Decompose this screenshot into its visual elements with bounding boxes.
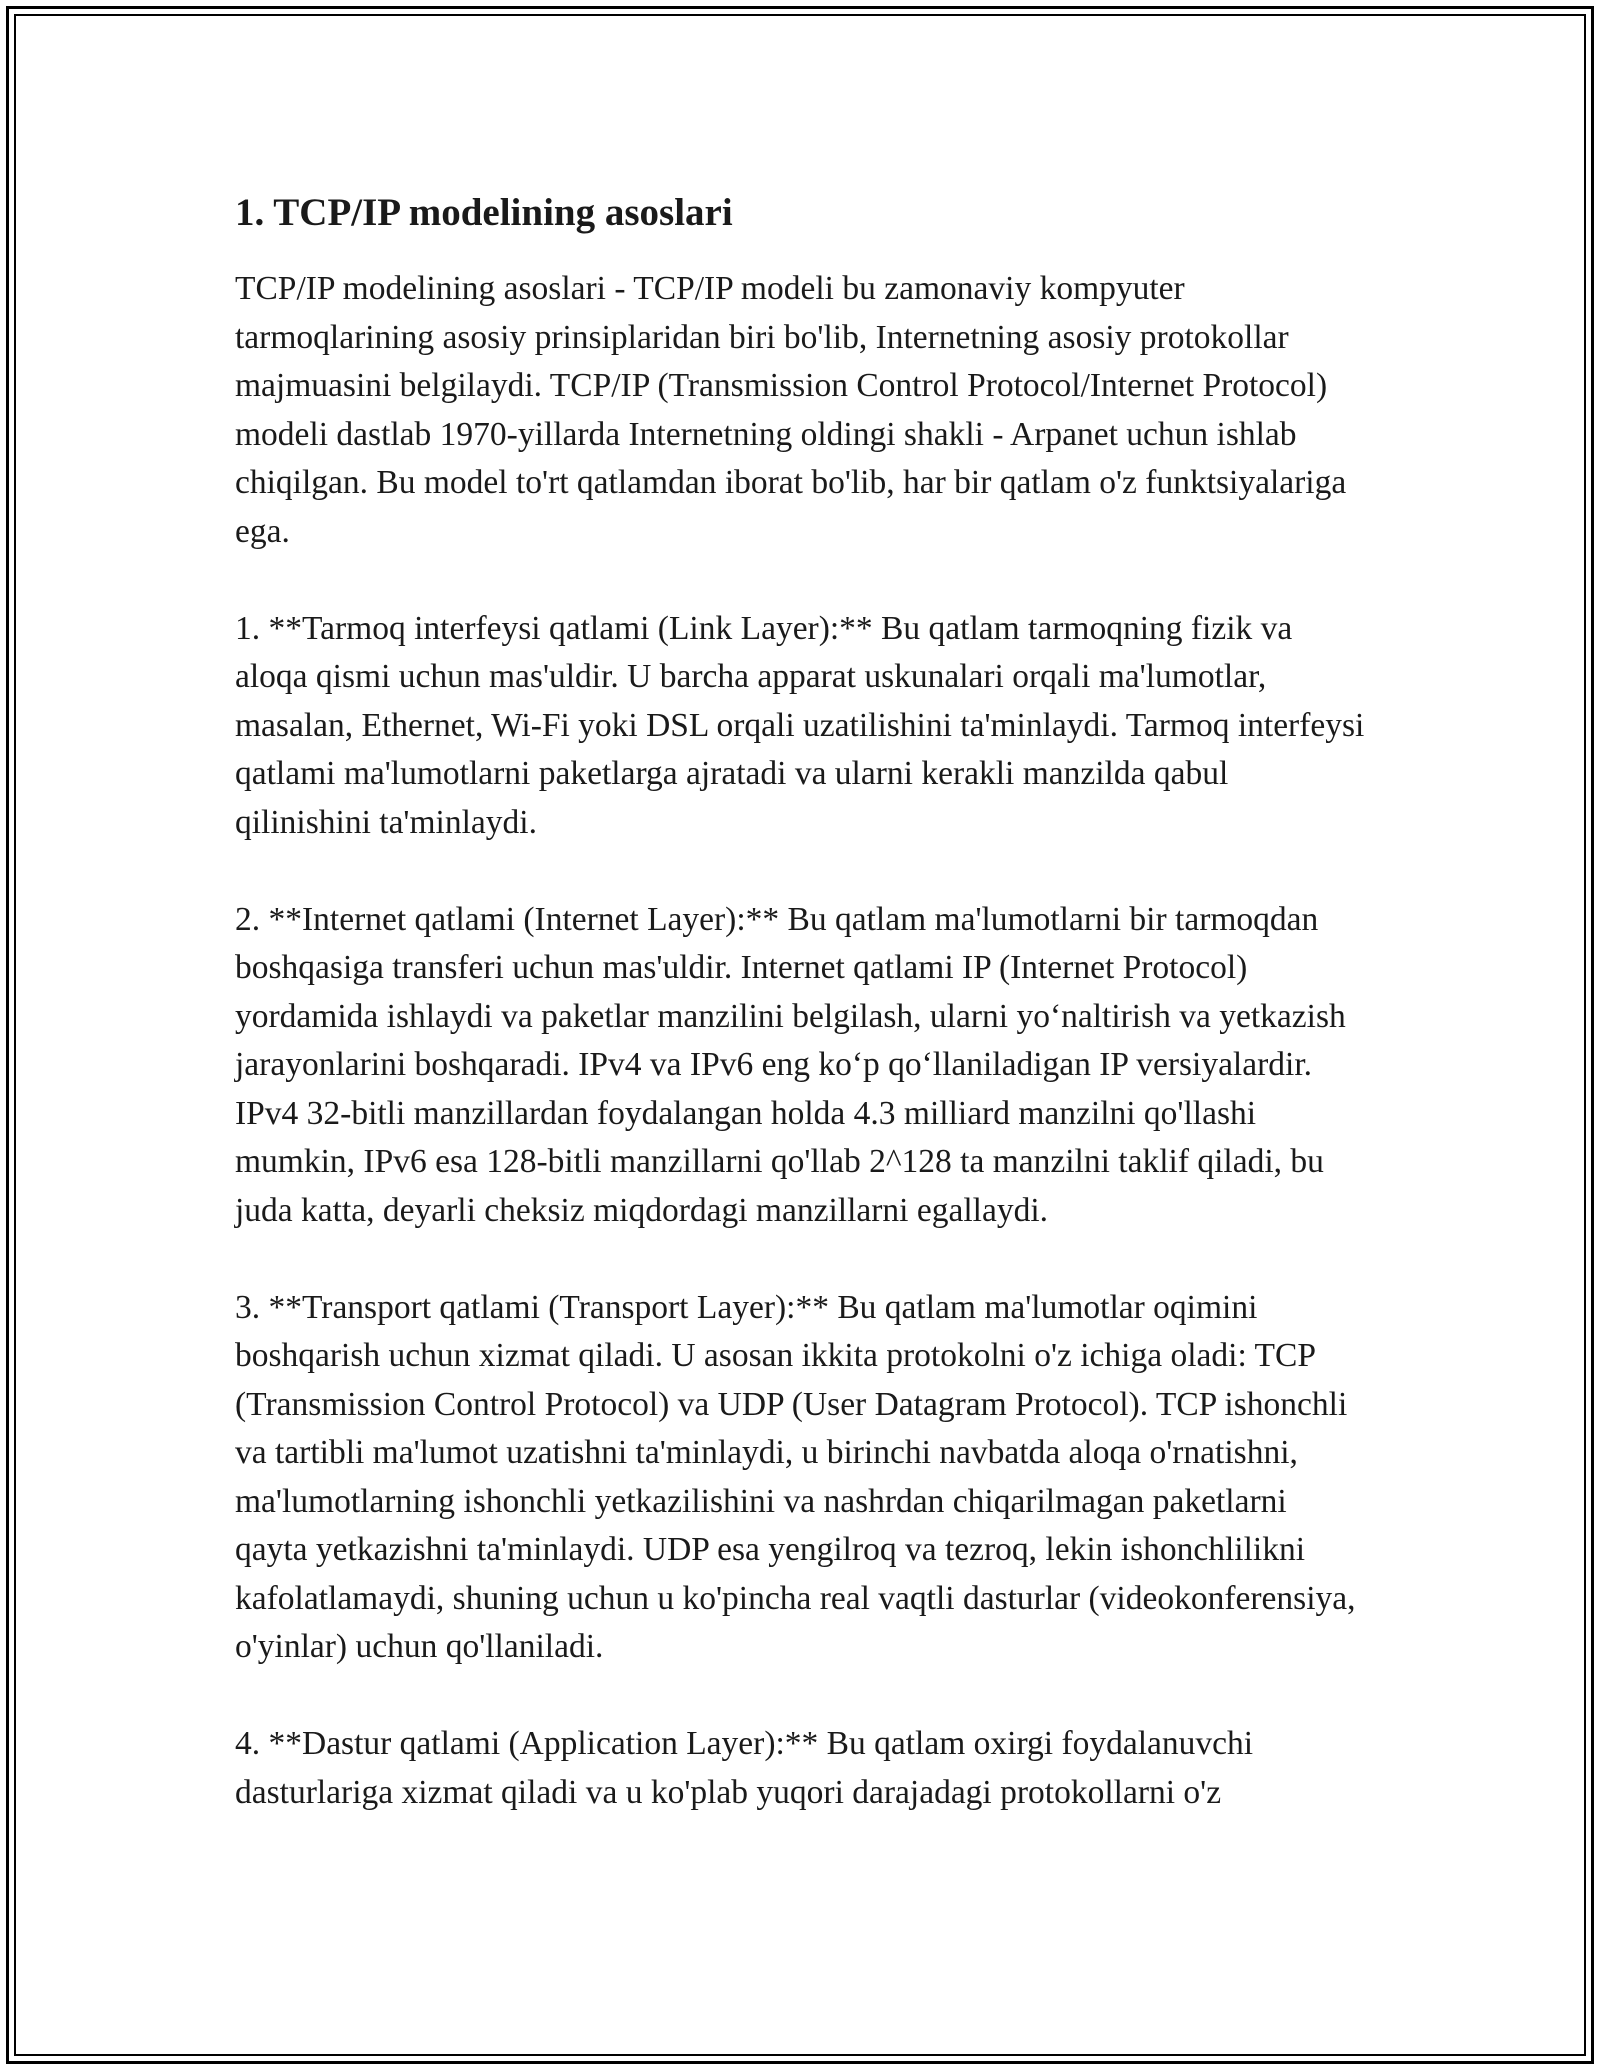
application-layer-paragraph: 4. **Dastur qatlami (Application Layer):** Bu qatlam oxirgi foydalanuvchi dasturlariga xizmat qiladi va u ko'plab yuqori darajadagi protokollarni o'z: [235, 1725, 1254, 1811]
section-heading: 1. TCP/IP modelining asoslari: [235, 191, 733, 234]
transport-layer-paragraph: 3. **Transport qatlami (Transport Layer):** Bu qatlam ma'lumotlar oqimini boshqarish uchun xizmat qiladi. U asosan ikkita protokolni o'z ichiga oladi: TCP (Transmission Control Protocol) va UDP (User Datagram Protocol). TCP ishonchli va tartibli ma'lumot uzatishni ta'minlaydi, u birinchi navbatda aloqa o'rnatishni, ma'lumotlarning ishonchli yetkazilishini va nashrdan chiqarilmagan paketlarni qayta yetkazishni ta'minlaydi. UDP esa yengilroq va tezroq, lekin ishonchlilikni kafolatlamaydi, shuning uchun u ko'pincha real vaqtli dasturlar (videokonferensiya, o'yinlar) uchun qo'llaniladi.: [235, 1288, 1356, 1665]
link-layer-paragraph: 1. **Tarmoq interfeysi qatlami (Link Layer):** Bu qatlam tarmoqning fizik va aloqa qismi uchun mas'uldir. U barcha apparat uskunalari orqali ma'lumotlar, masalan, Ethernet, Wi-Fi yoki DSL orqali uzatilishini ta'minlaydi. Tarmoq interfeysi qatlami ma'lumotlarni paketlarga ajratadi va ularni kerakli manzilda qabul qilinishini ta'minlaydi.: [235, 609, 1365, 841]
internet-layer-paragraph: 2. **Internet qatlami (Internet Layer):** Bu qatlam ma'lumotlarni bir tarmoqdan boshqasiga transferi uchun mas'uldir. Internet qatlami IP (Internet Protocol) yordamida ishlaydi va paketlar manzilini belgilash, ularni yo‘naltirish va yetkazish jarayonlarini boshqaradi. IPv4 va IPv6 eng ko‘p qo‘llaniladigan IP versiyalardir. IPv4 32-bitli manzillardan foydalangan holda 4.3 milliard manzilni qo'llashi mumkin, IPv6 esa 128-bitli manzillarni qo'llab 2^128 ta manzilni taklif qiladi, bu juda katta, deyarli cheksiz miqdordagi manzillarni egallaydi.: [235, 900, 1346, 1229]
intro-paragraph: TCP/IP modelining asoslari - TCP/IP modeli bu zamonaviy kompyuter tarmoqlarining asosiy prinsiplaridan biri bo'lib, Internetning asosiy protokollar majmuasini belgilaydi. TCP/IP (Transmission Control Protocol/Internet Protocol) modeli dastlab 1970-yillarda Internetning oldingi shakli - Arpanet uchun ishlab chiqilgan. Bu model to'rt qatlamdan iborat bo'lib, har bir qatlam o'z funktsiyalariga ega.: [235, 270, 1347, 550]
document-body: [235, 185, 1365, 1817]
